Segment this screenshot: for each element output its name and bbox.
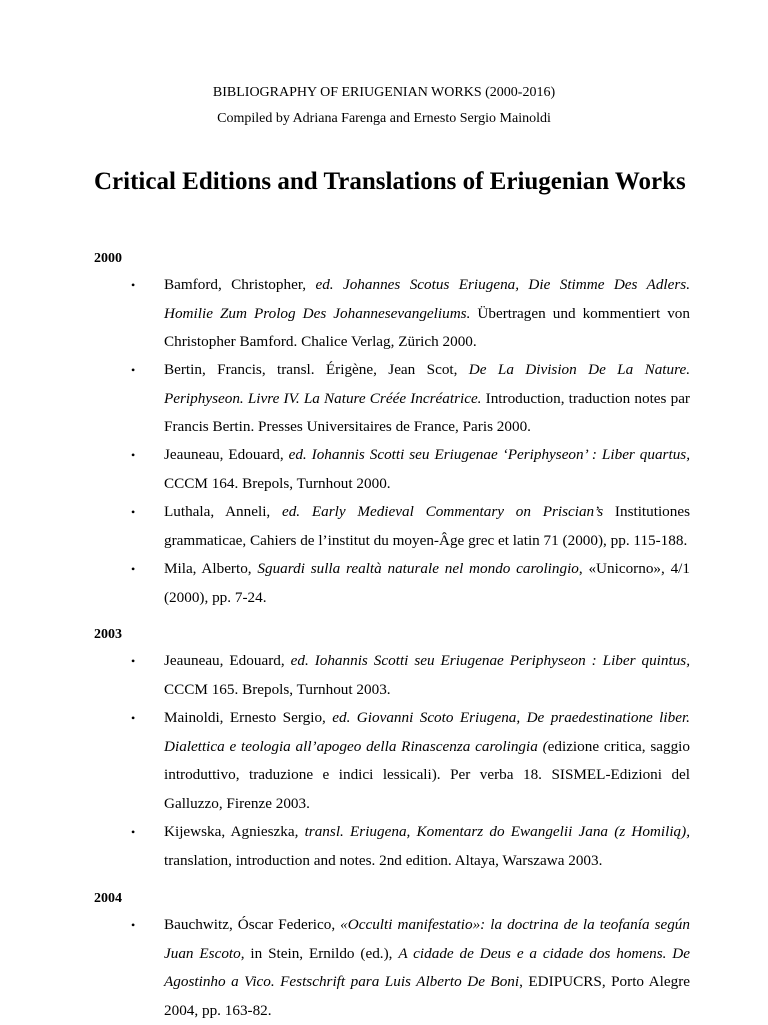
- compilers-line: Compiled by Adriana Farenga and Ernesto Sergio Mainoldi: [217, 111, 551, 126]
- entry-text: Bamford, Christopher,: [164, 276, 316, 293]
- entry-text: Übertragen und kommentiert von Christopher Bamford. Chalice Verlag, Zürich 2000.: [164, 304, 690, 350]
- entry-text: translation, introduction and notes. 2nd edition. Altaya, Warszawa 2003.: [164, 851, 603, 869]
- bullet-icon: •: [131, 654, 136, 668]
- entry-text: Mila, Alberto,: [164, 560, 258, 577]
- entry-italic-text: ed. Iohannis Scotti seu Eriugenae ‘Periphyseon’ : Liber quartus,: [288, 446, 690, 463]
- bib-entry: [131, 498, 691, 555]
- entry-italic-text: ed. Giovanni Scoto Eriugena, De praedestinatione liber. Dialettica e teologia all’apogeo della Rinascenza carolingia (: [164, 709, 690, 755]
- bib-entry: [131, 271, 690, 357]
- bullet-icon: •: [131, 562, 136, 576]
- bullet-icon: •: [131, 363, 136, 377]
- bullet-icon: •: [131, 711, 136, 725]
- entry-text: edizione critica, saggio introduttivo, traduzione e indici lessicali). Per verba 18. SISMEL-Edizioni del Galluzzo, Firenze 2003.: [164, 737, 690, 812]
- entry-text: Introduction, traduction notes par Francis Bertin. Presses Universitaires de France, Paris 2000.: [164, 389, 690, 435]
- bib-entry: [131, 704, 690, 818]
- bullet-icon: •: [131, 278, 136, 292]
- bib-entry: [131, 555, 690, 612]
- entry-text: Bauchwitz, Óscar Federico,: [164, 916, 341, 933]
- entry-text: Jeauneau, Edouard,: [164, 652, 291, 669]
- entry-italic-text: «Occulti manifestatio»: la doctrina de la teofanía según Juan Escoto: [164, 916, 690, 962]
- entry-text: CCCM 164. Brepols, Turnhout 2000.: [164, 474, 391, 492]
- entry-italic-text: De La Division De La Nature. Periphyseon. Livre IV. La Nature Créée Incréatrice.: [164, 361, 691, 407]
- entry-text: , «Unicorno», 4/1 (2000), pp. 7-24.: [164, 560, 690, 606]
- entry-italic-text: ed. Early Medieval Commentary on Priscian’s: [281, 503, 604, 520]
- entry-italic-text: ed. Iohannis Scotti seu Eriugenae Periphyseon : Liber quintus,: [290, 652, 690, 669]
- entry-text: Institutiones grammaticae, Cahiers de l’institut du moyen-Âge grec et latin 71 (2000), pp. 115-188.: [164, 503, 691, 549]
- entry-text: , in Stein, Ernildo (ed.),: [240, 944, 399, 962]
- bib-entry: [131, 356, 691, 442]
- bullet-icon: •: [131, 918, 136, 932]
- entry-italic-text: , transl. Eriugena, Komentarz do Ewangelii Jana (z Homilią),: [294, 823, 690, 840]
- document-title: BIBLIOGRAPHY OF ERIUGENIAN WORKS (2000-2016): [212, 85, 556, 100]
- entry-italic-text: ed. Johannes Scotus Eriugena, Die Stimme Des Adlers. Homilie Zum Prolog Des Johannesevangeliums.: [164, 276, 690, 322]
- entry-italic-text: A cidade de Deus e a cidade dos homens. De Agostinho a Vico. Festschrift para Luis Alberto De Boni: [164, 944, 690, 990]
- bullet-icon: •: [131, 448, 136, 462]
- bib-entry: [131, 818, 690, 875]
- bib-entry: [131, 647, 690, 704]
- year-heading: 2003: [94, 627, 122, 642]
- year-heading: 2000: [94, 251, 122, 266]
- bib-entry: [131, 441, 690, 498]
- bullet-icon: •: [131, 825, 136, 839]
- section-title: Critical Editions and Translations of Eriugenian Works: [94, 168, 686, 195]
- entry-text: Luthala, Anneli,: [164, 503, 282, 520]
- entry-text: , EDIPUCRS, Porto Alegre 2004, pp. 163-82.: [164, 973, 690, 1019]
- entry-italic-text: Sguardi sulla realtà naturale nel mondo carolingio: [257, 560, 579, 577]
- year-heading: 2004: [94, 891, 122, 906]
- bib-entry: [131, 911, 690, 1025]
- entry-text: Mainoldi, Ernesto Sergio,: [164, 709, 333, 726]
- entry-text: CCCM 165. Brepols, Turnhout 2003.: [164, 680, 391, 698]
- bullet-icon: •: [131, 505, 136, 519]
- entry-text: Jeauneau, Edouard,: [164, 446, 289, 463]
- entry-text: Bertin, Francis, transl. Érigène, Jean Scot,: [164, 361, 469, 378]
- entry-text: Kijewska, Agnieszka: [164, 823, 295, 840]
